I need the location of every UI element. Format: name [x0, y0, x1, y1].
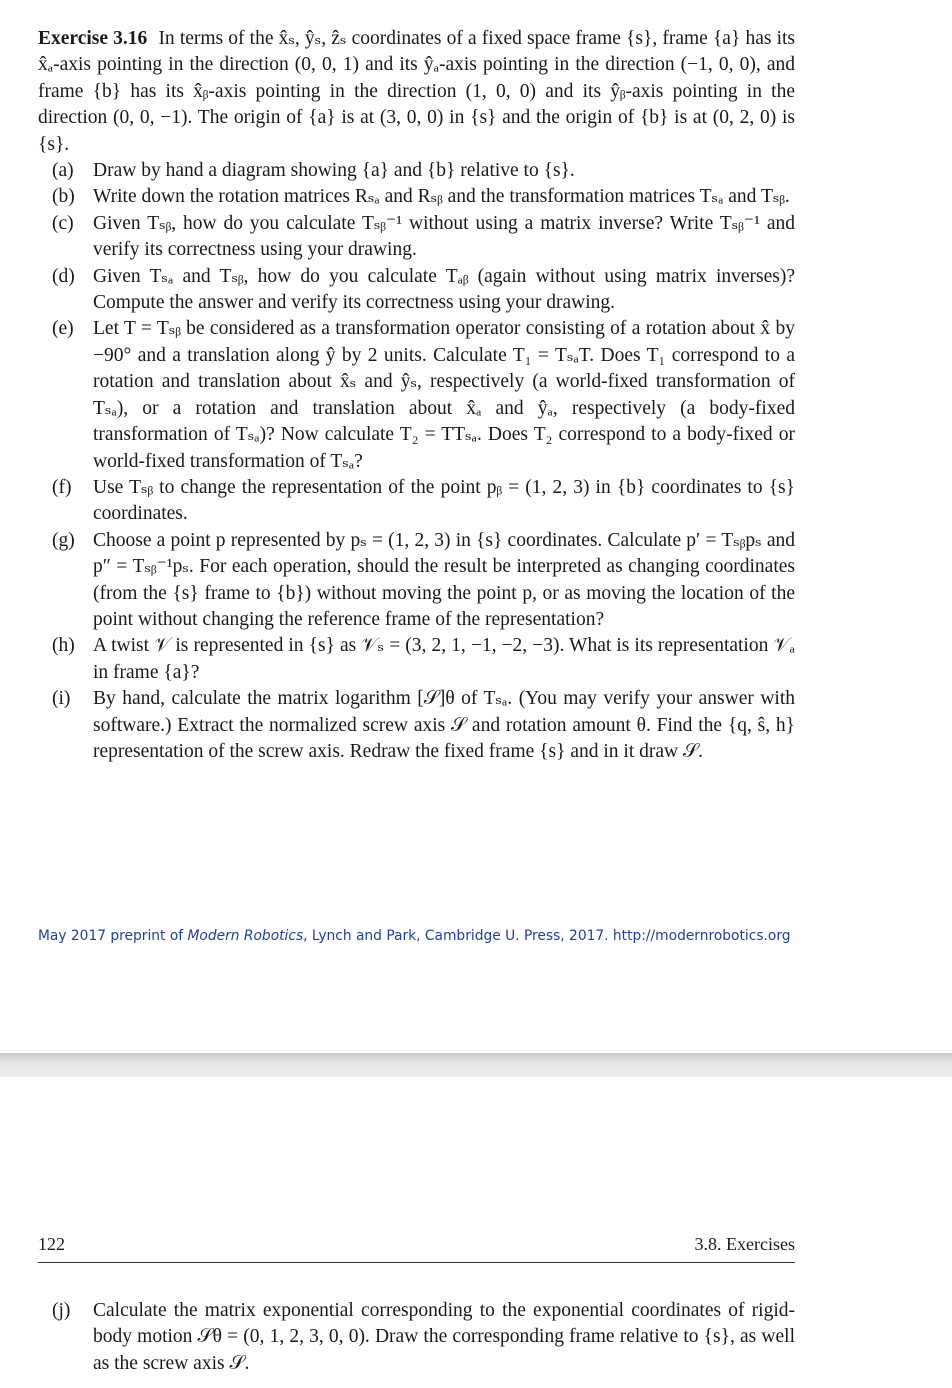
- item-label: (h): [52, 635, 75, 657]
- page-separator: [0, 1053, 952, 1077]
- exercise-item-d: [38, 264, 795, 317]
- item-label: (c): [52, 212, 74, 234]
- item-text: Let T = Tₛᵦ be considered as a transformation operator consisting of a rotation about x̂ by −90° and a translation along ŷ by 2 units. Calculate T₁ = TₛₐT. Does T₁ correspond to a rotation and translation about x̂ₛ and ŷₛ, respectively (a world-fixed transformation of Tₛₐ), or a rotation and translation about x̂ₐ and ŷₐ, respectively (a body-fixed transformation of Tₛₐ)? Now calculate T₂ = TTₛₐ. Does T₂ correspond to a body-fixed or world-fixed transformation of Tₛₐ?: [93, 318, 795, 472]
- item-label: (e): [52, 318, 74, 340]
- exercise-item-b: [38, 184, 795, 210]
- exercise-item-j: [38, 1298, 795, 1377]
- item-label: (a): [52, 160, 74, 182]
- item-text: Given Tₛᵦ, how do you calculate Tₛᵦ⁻¹ without using a matrix inverse? Write Tₛᵦ⁻¹ and verify its correctness using your drawing.: [93, 212, 795, 261]
- item-text: Choose a point p represented by pₛ = (1, 2, 3) in {s} coordinates. Calculate p′ = Tₛᵦpₛ and p″ = Tₛᵦ⁻¹pₛ. For each operation, should the result be interpreted as changing coordinates (from the {s} frame to {b}) without moving the point p, or as moving the location of the point without changing the reference frame of the representation?: [93, 529, 795, 630]
- item-text: Draw by hand a diagram showing {a} and {b} relative to {s}.: [93, 160, 575, 182]
- footer-prefix: May 2017 preprint of: [38, 928, 188, 944]
- item-text: By hand, calculate the matrix logarithm [𝒮]θ of Tₛₐ. (You may verify your answer with software.) Extract the normalized screw axis 𝒮 and rotation amount θ. Find the {q, ŝ, h} representation of the screw axis. Redraw the fixed frame {s} and in it draw 𝒮.: [93, 688, 795, 762]
- exercise-item-f: [38, 475, 795, 528]
- item-text: A twist 𝒱 is represented in {s} as 𝒱ₛ = (3, 2, 1, −1, −2, −3). What is its representation 𝒱ₐ in frame {a}?: [93, 635, 795, 683]
- exercise-items: [38, 158, 795, 765]
- exercise-item-c: [38, 211, 795, 264]
- footer-suffix[interactable]: , Lynch and Park, Cambridge U. Press, 2017. http://modernrobotics.org: [303, 928, 791, 944]
- item-label: (g): [52, 529, 75, 551]
- header-rule: [38, 1262, 795, 1263]
- item-text: Calculate the matrix exponential corresponding to the exponential coordinates of rigid-body motion 𝒮θ = (0, 1, 2, 3, 0, 0). Draw the corresponding frame relative to {s}, as well as the screw axis 𝒮.: [93, 1300, 795, 1374]
- exercise-title: Exercise 3.16: [38, 28, 148, 49]
- page-number: 122: [38, 1234, 65, 1254]
- preprint-footer: [38, 928, 795, 944]
- exercise-block: [38, 26, 795, 765]
- item-label: (b): [52, 186, 75, 208]
- running-header: [38, 1234, 795, 1258]
- exercise-intro: [38, 26, 795, 158]
- next-page-content: [38, 1298, 795, 1377]
- exercise-item-h: [38, 633, 795, 686]
- exercise-item-a: [38, 158, 795, 184]
- exercise-intro-text: In terms of the x̂ₛ, ŷₛ, ẑₛ coordinates of a fixed space frame {s}, frame {a} has its x̂ₐ-axis pointing in the direction (0, 0, 1) and its ŷₐ-axis pointing in the direction (−1, 0, 0), and frame {b} has its x̂ᵦ-axis pointing in the direction (1, 0, 0) and its ŷᵦ-axis pointing in the direction (0, 0, −1). The origin of {a} is at (3, 0, 0) in {s} and the origin of {b} is at (0, 2, 0) is {s}.: [38, 28, 796, 155]
- item-label: (f): [52, 476, 72, 498]
- item-label: (j): [52, 1300, 71, 1321]
- exercise-item-e: [38, 316, 795, 474]
- footer-book-title: Modern Robotics: [187, 928, 304, 944]
- exercise-item-i: [38, 686, 795, 765]
- exercise-item-g: [38, 528, 795, 634]
- item-label: (i): [52, 688, 71, 710]
- section-title: 3.8. Exercises: [694, 1234, 795, 1254]
- item-label: (d): [52, 265, 75, 287]
- item-text: Write down the rotation matrices Rₛₐ and Rₛᵦ and the transformation matrices Tₛₐ and Tₛᵦ.: [93, 186, 790, 208]
- item-text: Use Tₛᵦ to change the representation of the point pᵦ = (1, 2, 3) in {b} coordinates to {s} coordinates.: [93, 476, 795, 525]
- item-text: Given Tₛₐ and Tₛᵦ, how do you calculate Tₐᵦ (again without using matrix inverses)? Compute the answer and verify its correctness using your drawing.: [93, 265, 795, 314]
